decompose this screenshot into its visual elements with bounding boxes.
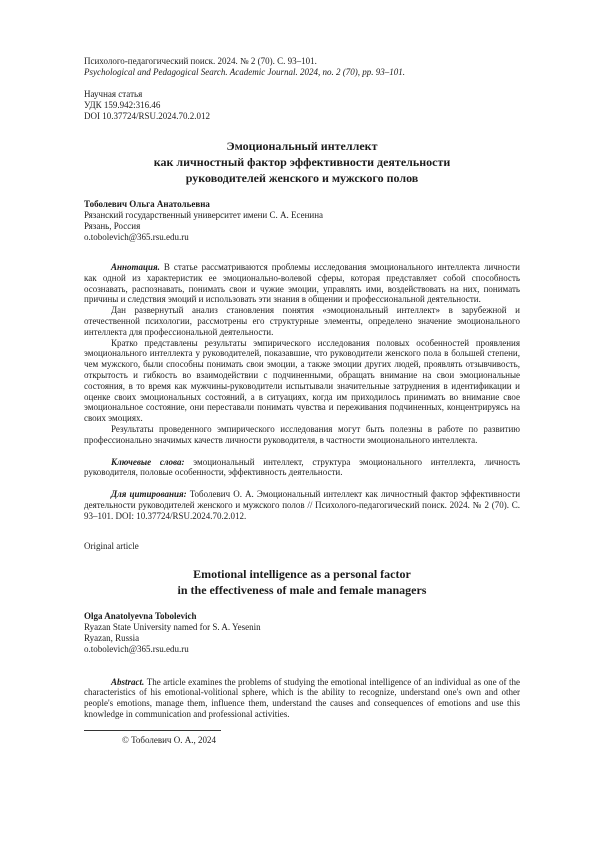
author-name-en: Olga Anatolyevna Tobolevich — [84, 610, 197, 621]
author-name-ru: Тоболевич Ольга Анатольевна — [84, 199, 210, 209]
article-type-ru: Научная статья — [84, 89, 143, 99]
journal-ref-ru: Психолого-педагогический поиск. 2024. № 2 (70). С. 93–101. — [84, 56, 317, 66]
abstract-text: В статье рассматриваются проблемы исследования эмоционального интеллекта личности как одной из характеристик ее эмоционально-волевой сферы, которая представляет собой способность осознавать, распознавать, понимать свои и чужие эмоции, управлять ими, воздействовать на них, понимать причины и следствия эмоций и использовать эти знания в общении и профессиональной деятельности. — [84, 262, 521, 305]
author-affiliation-ru: Рязанский государственный университет имени С. А. Есенина — [84, 210, 324, 220]
abstract-text-en: The article examines the problems of studying the emotional intelligence of an individual as one of the characteristics of his emotional-volitional sphere, which is the ability to recognize, understand one's own and other people's emotions, manage them, influence them, understand the causes and consequences of emotions and use this knowledge in communication and professional activities. — [84, 676, 520, 719]
author-block-ru — [84, 199, 520, 243]
doi-number: DOI 10.37724/RSU.2024.70.2.012 — [84, 111, 211, 121]
keywords-text: эмоциональный интеллект, структура эмоционального интеллекта, личность руководителя, половые особенности, эффективность деятельности. — [84, 456, 520, 478]
abstract-ru — [84, 262, 520, 446]
abstract-paragraph-en — [84, 677, 520, 720]
abstract-paragraph: Результаты проведенного эмпирического исследования могут быть полезны в работе по развитию профессионально значимых качеств личности руководителя, в частности эмоционального интеллекта. — [84, 423, 520, 445]
citation-label: Для цитирования: — [111, 489, 187, 500]
journal-header — [84, 56, 520, 78]
abstract-en — [84, 677, 520, 720]
citation-paragraph — [84, 489, 520, 521]
udc-number: УДК 159.942:316.46 — [84, 100, 161, 110]
citation-text: Тоболевич О. А. Эмоциональный интеллект как личностный фактор эффективности деятельности руководителей женского и мужского полов // Психолого-педагогический поиск. 2024. № 2 (70). С. 93–101. DOI: 10.37724/RSU.2024.70.2.012. — [84, 489, 521, 521]
journal-ref-en: Psychological and Pedagogical Search. Academic Journal. 2024, no. 2 (70), pp. 93–101. — [84, 67, 405, 77]
keywords-label: Ключевые слова: — [111, 456, 185, 467]
citation-ru — [84, 489, 520, 521]
keywords-ru — [84, 457, 520, 479]
article-title-ru: Эмоциональный интеллект как личностный фактор эффективности деятельности руководителей женского и мужского полов — [153, 139, 451, 185]
article-type-en: Original article — [84, 540, 139, 551]
article-meta — [84, 89, 520, 122]
author-city-en: Ryazan, Russia — [84, 632, 140, 643]
footnote-rule — [84, 730, 221, 731]
footnote-block — [84, 730, 520, 746]
keywords-paragraph — [84, 457, 520, 479]
author-block-en — [84, 611, 520, 655]
abstract-paragraph: Дан развернутый анализ становления понятия «эмоциональный интеллект» в зарубежной и отечественной психологии, рассмотрены его структурные элементы, определено значение эмоционального интеллекта для профессиональной деятельности. — [84, 305, 520, 337]
copyright-line: © Тоболевич О. А., 2024 — [122, 734, 216, 745]
article-title-en: Emotional intelligence as a personal factor in the effectiveness of male and female managers — [177, 566, 427, 597]
author-affiliation-en: Ryazan State University named for S. A. Yesenin — [84, 621, 261, 632]
author-city-ru: Рязань, Россия — [84, 221, 141, 231]
abstract-label-en: Abstract. — [111, 676, 145, 687]
author-email-en: o.tobolevich@365.rsu.edu.ru — [84, 643, 189, 654]
abstract-paragraph: Кратко представлены результаты эмпирического исследования половых особенностей проявления эмоционального интеллекта у руководителей, показавшие, что руководители женского пола в большей степени, чем мужского, были способны понимать свои эмоции, а также эмоции других людей, проявлять отзывчивость, открытость и гибкость во взаимодействии с подчиненными, обращать внимание на свои эмоциональные состояния, в то время как мужчины-руководители испытывали значительные затруднения в идентификации и оценке своих эмоциональных состояний, а в ситуациях, когда им приходилось принимать во внимание свое эмоциональное состояние, они переставали понимать чувства и переживания подчиненных, концентрируясь на своих эмоциях. — [84, 337, 520, 424]
author-email-ru: o.tobolevich@365.rsu.edu.ru — [84, 232, 189, 242]
abstract-paragraph — [84, 262, 520, 305]
abstract-label-ru: Аннотация. — [111, 262, 160, 272]
